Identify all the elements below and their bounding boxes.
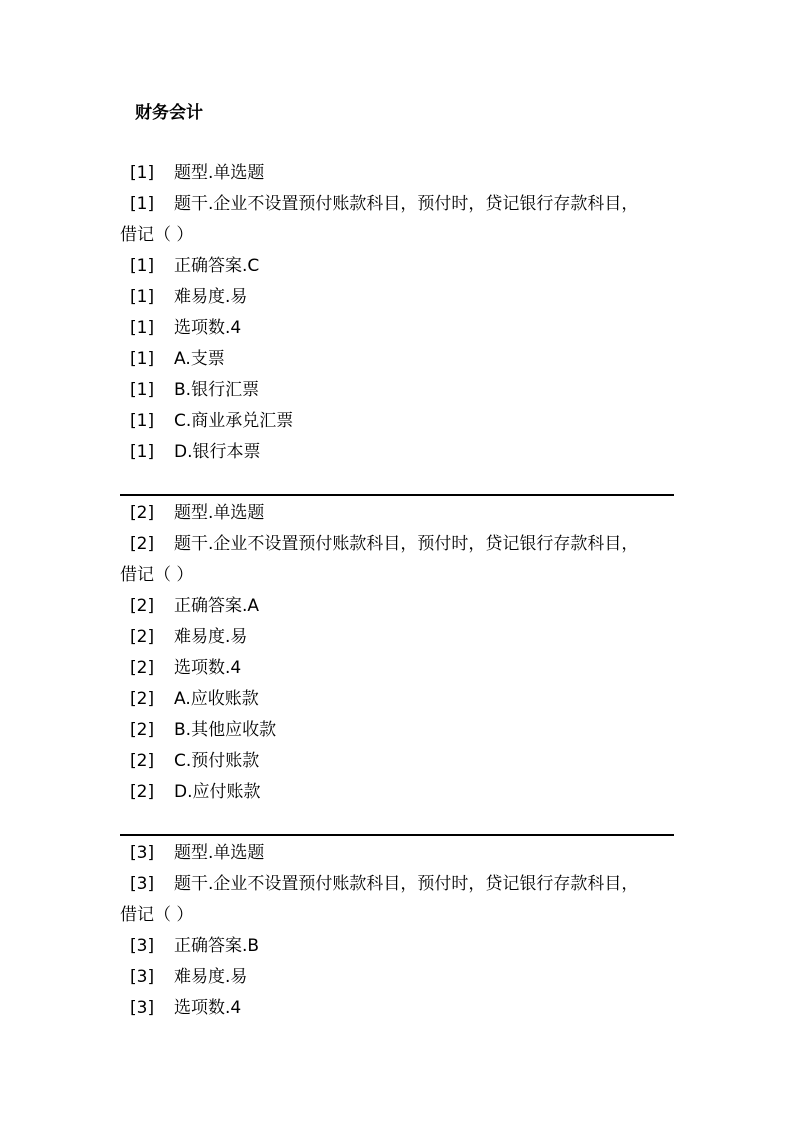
question-difficulty: 难易度.易 bbox=[174, 627, 248, 647]
question-index: [2] bbox=[130, 658, 155, 678]
question-answer: 正确答案.C bbox=[174, 256, 260, 276]
question-index: [2] bbox=[130, 689, 155, 709]
question-index: [2] bbox=[130, 503, 155, 523]
document-title: 财务会计 bbox=[135, 103, 203, 123]
question-block-3 bbox=[120, 838, 675, 1024]
question-option-count-line bbox=[120, 993, 675, 1024]
option-d: D.应付账款 bbox=[174, 782, 261, 802]
option-c: C.商业承兑汇票 bbox=[174, 411, 294, 431]
question-stem-tail: 借记（ ） bbox=[120, 565, 194, 585]
question-index: [2] bbox=[130, 782, 155, 802]
question-difficulty-line bbox=[120, 962, 675, 993]
question-stem: 题干.企业不设置预付账款科目，预付时，贷记银行存款科目， bbox=[174, 874, 639, 894]
question-index: [3] bbox=[130, 874, 155, 894]
option-c: C.预付账款 bbox=[174, 751, 260, 771]
question-difficulty: 难易度.易 bbox=[174, 967, 248, 987]
question-type-line bbox=[120, 158, 675, 189]
question-option-count: 选项数.4 bbox=[174, 998, 242, 1018]
question-index: [1] bbox=[130, 349, 155, 369]
question-type: 题型.单选题 bbox=[174, 163, 265, 183]
question-option bbox=[120, 344, 675, 375]
option-d: D.银行本票 bbox=[174, 442, 261, 462]
question-option bbox=[120, 406, 675, 437]
question-index: [3] bbox=[130, 998, 155, 1018]
question-block-1 bbox=[120, 158, 675, 468]
question-type-line bbox=[120, 838, 675, 869]
question-index: [1] bbox=[130, 442, 155, 462]
question-index: [1] bbox=[130, 318, 155, 338]
question-index: [2] bbox=[130, 596, 155, 616]
question-stem-tail: 借记（ ） bbox=[120, 905, 194, 925]
question-index: [1] bbox=[130, 287, 155, 307]
question-stem-tail: 借记（ ） bbox=[120, 225, 194, 245]
question-option-count-line bbox=[120, 653, 675, 684]
question-index: [3] bbox=[130, 843, 155, 863]
question-index: [1] bbox=[130, 194, 155, 214]
question-index: [2] bbox=[130, 534, 155, 554]
question-option bbox=[120, 375, 675, 406]
question-divider bbox=[120, 494, 674, 496]
question-index: [3] bbox=[130, 936, 155, 956]
question-option bbox=[120, 437, 675, 468]
question-answer-line bbox=[120, 931, 675, 962]
option-a: A.支票 bbox=[174, 349, 225, 369]
question-index: [3] bbox=[130, 967, 155, 987]
question-difficulty-line bbox=[120, 282, 675, 313]
question-option bbox=[120, 715, 675, 746]
question-option-count: 选项数.4 bbox=[174, 658, 242, 678]
option-b: B.银行汇票 bbox=[174, 380, 260, 400]
question-index: [1] bbox=[130, 163, 155, 183]
question-answer: 正确答案.B bbox=[174, 936, 260, 956]
question-type: 题型.单选题 bbox=[174, 503, 265, 523]
question-option bbox=[120, 746, 675, 777]
question-index: [1] bbox=[130, 380, 155, 400]
question-stem-continuation bbox=[120, 560, 675, 591]
question-index: [2] bbox=[130, 720, 155, 740]
question-stem-line bbox=[120, 529, 675, 560]
question-option bbox=[120, 777, 675, 808]
question-stem-continuation bbox=[120, 220, 675, 251]
option-a: A.应收账款 bbox=[174, 689, 259, 709]
question-difficulty-line bbox=[120, 622, 675, 653]
question-index: [1] bbox=[130, 256, 155, 276]
question-answer: 正确答案.A bbox=[174, 596, 260, 616]
question-index: [2] bbox=[130, 751, 155, 771]
question-answer-line bbox=[120, 591, 675, 622]
option-b: B.其他应收款 bbox=[174, 720, 277, 740]
question-block-2 bbox=[120, 498, 675, 808]
question-stem-line bbox=[120, 189, 675, 220]
question-type: 题型.单选题 bbox=[174, 843, 265, 863]
question-stem-line bbox=[120, 869, 675, 900]
question-index: [2] bbox=[130, 627, 155, 647]
question-stem: 题干.企业不设置预付账款科目，预付时，贷记银行存款科目， bbox=[174, 534, 639, 554]
question-option-count: 选项数.4 bbox=[174, 318, 242, 338]
question-stem-continuation bbox=[120, 900, 675, 931]
question-type-line bbox=[120, 498, 675, 529]
question-stem: 题干.企业不设置预付账款科目，预付时，贷记银行存款科目， bbox=[174, 194, 639, 214]
question-option bbox=[120, 684, 675, 715]
question-difficulty: 难易度.易 bbox=[174, 287, 248, 307]
question-option-count-line bbox=[120, 313, 675, 344]
question-answer-line bbox=[120, 251, 675, 282]
question-index: [1] bbox=[130, 411, 155, 431]
question-divider bbox=[120, 834, 674, 836]
